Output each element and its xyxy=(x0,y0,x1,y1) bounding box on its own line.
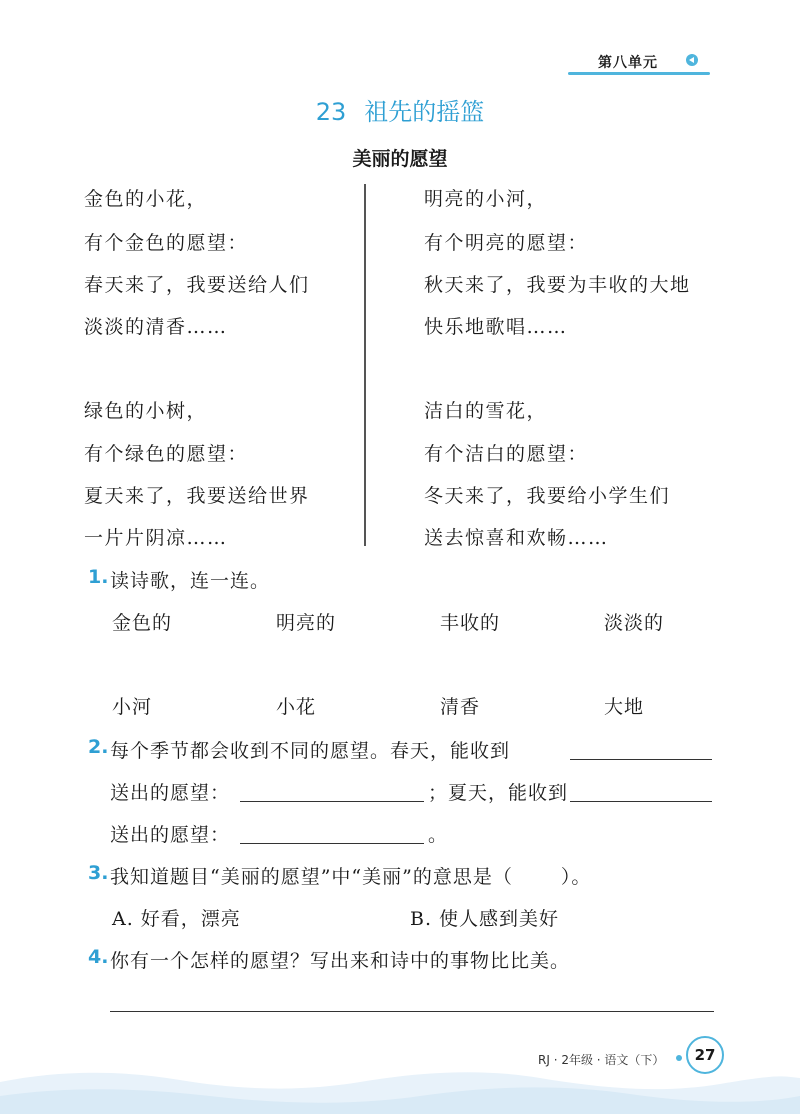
footer-info: RJ · 2年级 · 语文（下） xyxy=(538,1053,665,1067)
option-b[interactable]: B. 使人感到美好 xyxy=(410,908,560,930)
answer-blank[interactable] xyxy=(240,843,424,844)
match-bottom-item[interactable]: 大地 xyxy=(604,696,645,718)
column-divider xyxy=(364,184,366,546)
arrow-left-icon xyxy=(686,54,698,66)
question-text: 你有一个怎样的愿望？写出来和诗中的事物比比美。 xyxy=(110,950,571,972)
lesson-title xyxy=(0,92,800,127)
poem-line: 春天来了，我要送给人们 xyxy=(84,274,310,296)
question-number: 3. xyxy=(88,862,109,884)
match-bottom-item[interactable]: 清香 xyxy=(440,696,481,718)
unit-label: 第八单元 xyxy=(598,55,658,71)
poem-line: 有个洁白的愿望： xyxy=(424,443,589,465)
question-text: 送出的愿望： xyxy=(110,824,231,846)
question-number: 1. xyxy=(88,566,109,588)
lesson-number: 23 xyxy=(315,98,347,126)
poem-line: 有个金色的愿望： xyxy=(84,232,249,254)
poem-line: 一片片阴凉…… xyxy=(84,527,228,549)
question-text: ；夏天，能收到 xyxy=(428,782,569,804)
poem-line: 送去惊喜和欢畅…… xyxy=(424,527,609,549)
match-bottom-item[interactable]: 小花 xyxy=(276,696,317,718)
match-top-item[interactable]: 金色的 xyxy=(112,612,173,634)
page-number: 27 xyxy=(686,1036,724,1074)
question-text: 送出的愿望： xyxy=(110,782,231,804)
option-a[interactable]: A. 好看，漂亮 xyxy=(112,908,241,930)
answer-blank[interactable] xyxy=(570,801,712,802)
question-text: 。 xyxy=(428,824,449,846)
poem-line: 冬天来了，我要给小学生们 xyxy=(424,485,671,507)
poem-line: 洁白的雪花， xyxy=(424,400,548,422)
answer-blank[interactable] xyxy=(240,801,424,802)
poem-line: 秋天来了，我要为丰收的大地 xyxy=(424,274,691,296)
question-text-part: ）。 xyxy=(560,866,592,888)
match-top-item[interactable]: 丰收的 xyxy=(440,612,501,634)
footer-dot xyxy=(676,1055,682,1061)
lesson-title-text: 祖先的摇篮 xyxy=(364,98,485,126)
poem-line: 绿色的小树， xyxy=(84,400,208,422)
question-number: 4. xyxy=(88,946,109,968)
match-bottom-item[interactable]: 小河 xyxy=(112,696,153,718)
answer-line[interactable] xyxy=(110,1011,714,1012)
wave-decoration xyxy=(0,1040,800,1114)
poem-line: 金色的小花， xyxy=(84,188,208,210)
match-top-item[interactable]: 明亮的 xyxy=(276,612,337,634)
poem-line: 夏天来了，我要送给世界 xyxy=(84,485,310,507)
answer-blank[interactable] xyxy=(570,759,712,760)
question-text-part: 我知道题目“美丽的愿望”中“美丽”的意思是（ xyxy=(110,866,513,888)
poem-line: 淡淡的清香…… xyxy=(84,316,228,338)
poem-line: 明亮的小河， xyxy=(424,188,548,210)
poem-line: 快乐地歌唱…… xyxy=(424,316,568,338)
unit-header xyxy=(568,48,718,78)
poem-line: 有个明亮的愿望： xyxy=(424,232,589,254)
header-underline xyxy=(568,72,710,75)
poem-title: 美丽的愿望 xyxy=(352,148,448,170)
question-text: 读诗歌，连一连。 xyxy=(110,570,271,592)
poem-line: 有个绿色的愿望： xyxy=(84,443,249,465)
match-top-item[interactable]: 淡淡的 xyxy=(604,612,665,634)
question-text xyxy=(110,862,591,889)
question-text: 每个季节都会收到不同的愿望。春天，能收到 xyxy=(110,740,511,762)
question-number: 2. xyxy=(88,736,109,758)
